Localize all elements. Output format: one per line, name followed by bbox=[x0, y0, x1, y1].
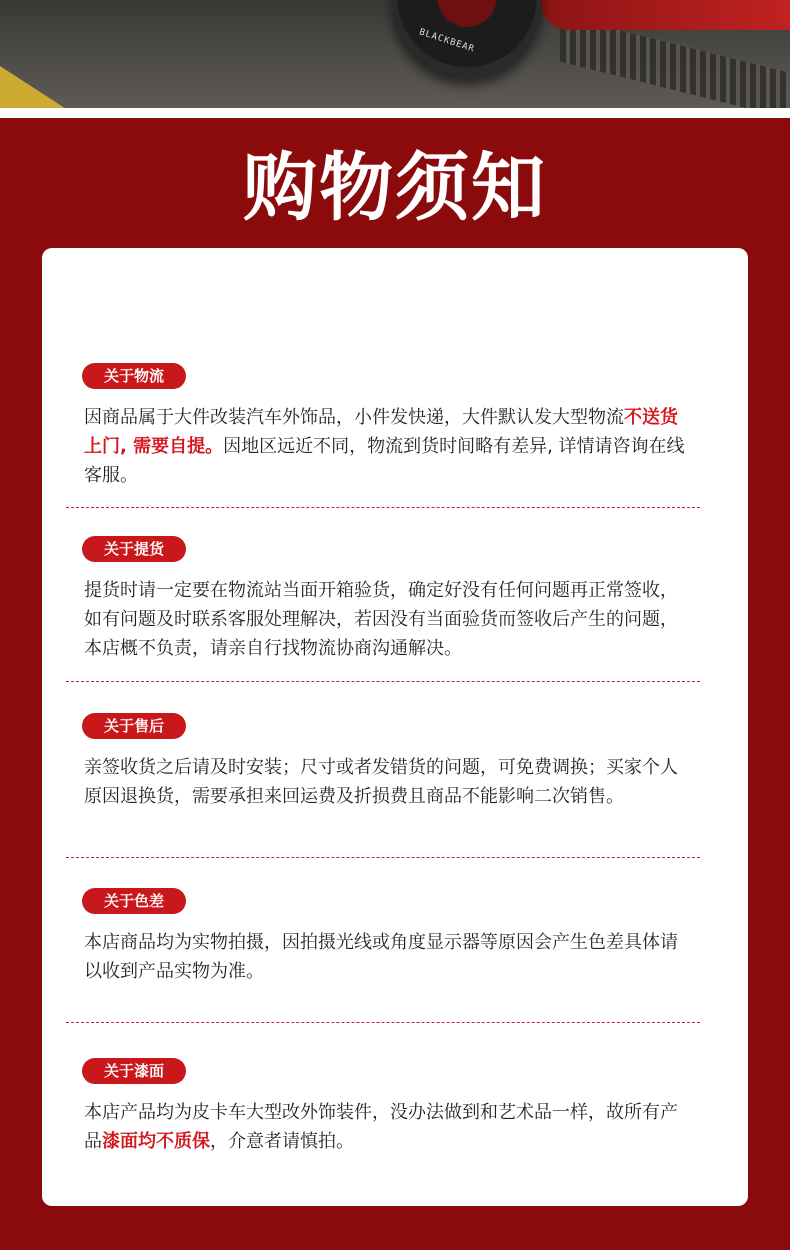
highlight-text: 不送货上门, 需要自提。 bbox=[84, 407, 678, 457]
page-title: 购物须知 bbox=[243, 145, 547, 231]
section-label: 关于售后 bbox=[82, 713, 186, 739]
section-divider bbox=[66, 857, 700, 858]
parking-line bbox=[0, 40, 161, 108]
section-divider bbox=[66, 1022, 700, 1023]
tire-image bbox=[392, 0, 542, 80]
section-text: 本店产品均为皮卡车大型改外饰装件，没办法做到和艺术品一样，故所有产品漆面均不质保，介意者请慎拍。 bbox=[84, 1102, 678, 1152]
section-text: 提货时请一定要在物流站当面开箱验货，确定好没有任何问题再正常签收，如有问题及时联系客服处理解决，若因没有当面验货而签收后产生的问题，本店概不负责，请亲自行找物流协商沟通解决。 bbox=[84, 580, 678, 659]
section-label: 关于提货 bbox=[82, 536, 186, 562]
section-label: 关于物流 bbox=[82, 363, 186, 389]
section-divider bbox=[66, 507, 700, 508]
section-label: 关于色差 bbox=[82, 888, 186, 914]
section-divider bbox=[66, 681, 700, 682]
tire-brand-text: BLACKBEAR bbox=[417, 27, 476, 55]
section-text: 因商品属于大件改装汽车外饰品，小件发快递，大件默认发大型物流不送货上门, 需要自提。因地区远近不同，物流到货时间略有差异, 详情请咨询在线客服。 bbox=[84, 407, 685, 486]
separator-strip bbox=[0, 108, 790, 118]
truck-body bbox=[540, 0, 790, 30]
highlight-text: 漆面均不质保 bbox=[102, 1131, 210, 1152]
notice-card bbox=[42, 248, 748, 1206]
section-text: 本店商品均为实物拍摄，因拍摄光线或角度显示器等原因会产生色差具体请以收到产品实物为准。 bbox=[84, 932, 678, 982]
section-label: 关于漆面 bbox=[82, 1058, 186, 1084]
section-text: 亲签收货之后请及时安装；尺寸或者发错货的问题，可免费调换；买家个人原因退换货，需要承担来回运费及折损费且商品不能影响二次销售。 bbox=[84, 757, 678, 807]
hero-photo bbox=[0, 0, 790, 108]
